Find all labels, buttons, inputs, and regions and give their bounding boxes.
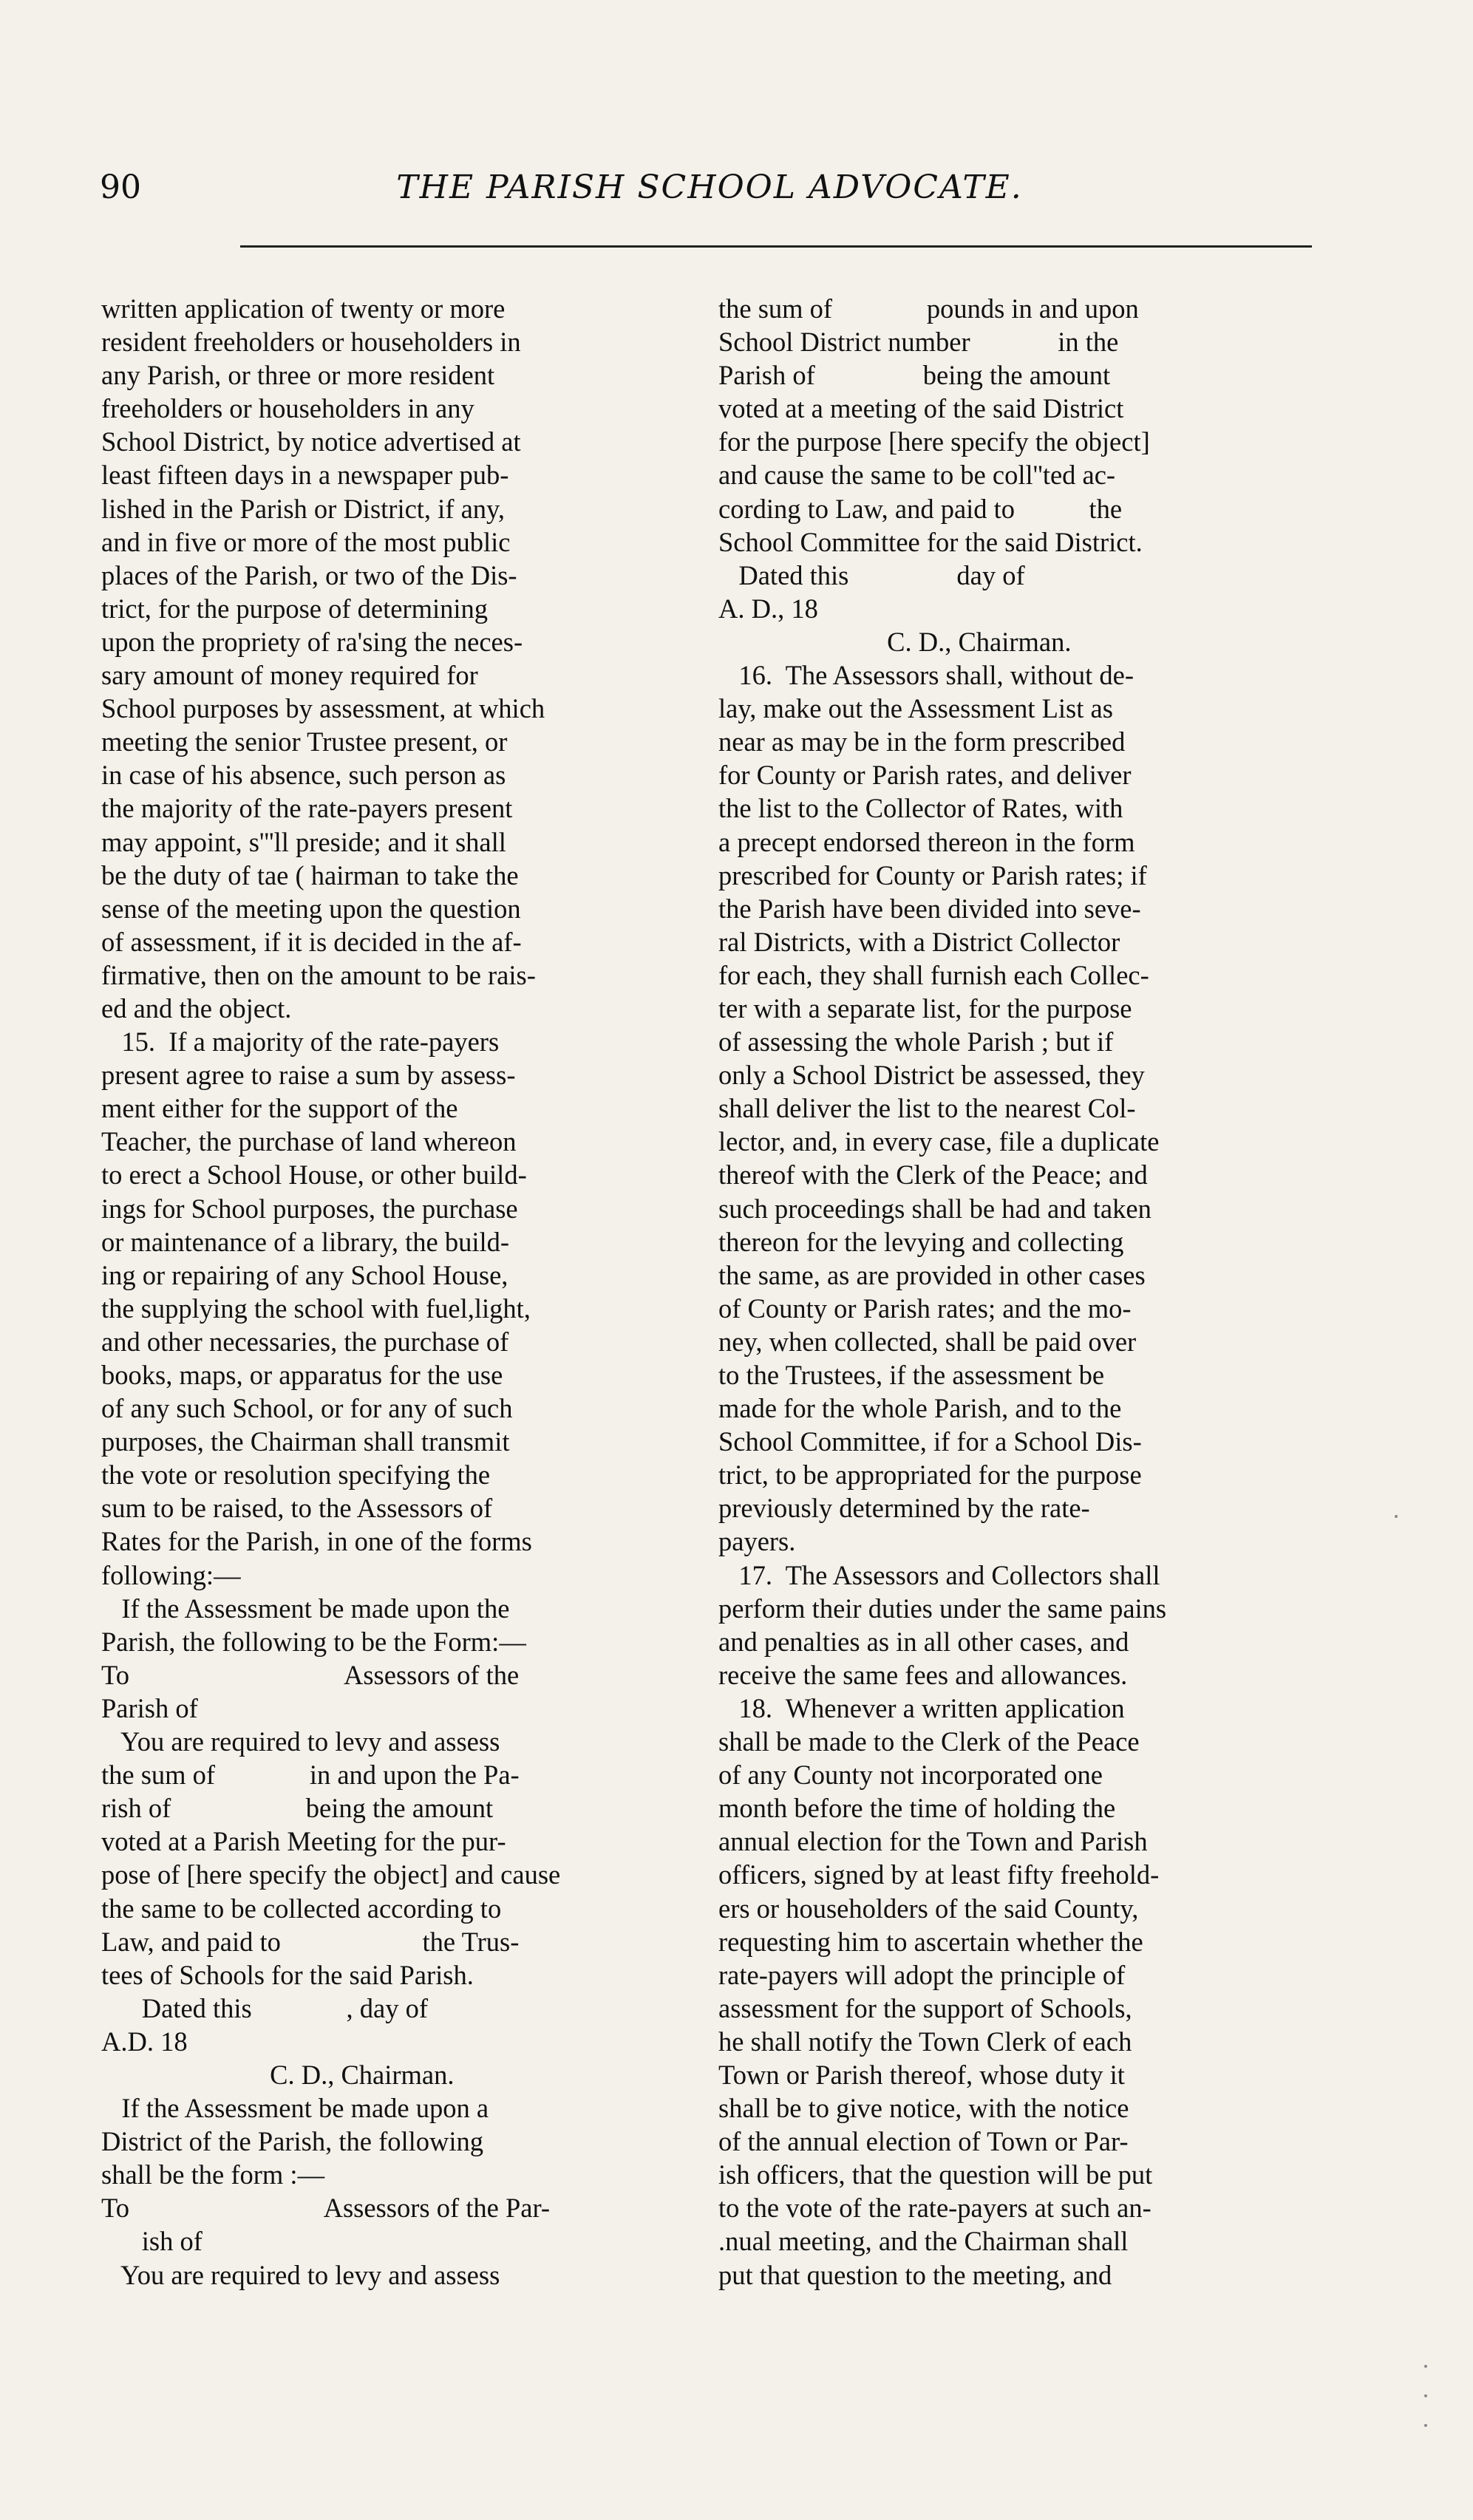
text-line: the vote or resolution specifying the: [101, 1460, 491, 1491]
text-line: Dated this day of: [718, 559, 1025, 590]
text-line: voted at a Parish Meeting for the pur-: [101, 1826, 506, 1857]
text-line: ing or repairing of any School House,: [101, 1259, 508, 1290]
text-line: resident freeholders or householders in: [101, 327, 521, 358]
text-line: You are required to levy and assess: [101, 1726, 500, 1757]
text-line: made for the whole Parish, and to the: [718, 1393, 1122, 1424]
right-column: [718, 292, 1328, 2292]
text-line: following:—: [101, 1559, 241, 1590]
text-line: previously determined by the rate-: [718, 1493, 1090, 1524]
header-rule: [240, 245, 1312, 248]
text-line: A. D., 18: [718, 593, 818, 624]
text-line: rate-payers will adopt the principle of: [718, 1959, 1126, 1990]
text-line: 18. Whenever a written application: [718, 1692, 1125, 1723]
text-line: School District number in the: [718, 327, 1119, 358]
text-line: ed and the object.: [101, 992, 292, 1024]
text-line: lay, make out the Assessment List as: [718, 693, 1113, 724]
text-line: School Committee, if for a School Dis-: [718, 1426, 1142, 1457]
text-line: and in five or more of the most public: [101, 526, 511, 557]
text-line: District of the Parish, the following: [101, 2126, 484, 2157]
text-line: ish of: [101, 2226, 203, 2257]
text-line: To Assessors of the Par-: [101, 2193, 551, 2224]
text-line: of assessing the whole Parish ; but if: [718, 1026, 1114, 1058]
text-line: Town or Parish thereof, whose duty it: [718, 2059, 1125, 2090]
text-line: Law, and paid to the Trus-: [101, 1926, 520, 1957]
text-line: ter with a separate list, for the purpose: [718, 992, 1132, 1024]
text-line: shall be the form :—: [101, 2159, 325, 2190]
text-line: ment either for the support of the: [101, 1093, 458, 1124]
text-line: and cause the same to be coll''ted ac-: [718, 460, 1116, 491]
text-line: the supplying the school with fuel,light,: [101, 1293, 531, 1324]
speck: [1424, 2394, 1427, 2397]
text-line: of any such School, or for any of such: [101, 1393, 513, 1424]
text-line: perform their duties under the same pains: [718, 1593, 1167, 1624]
text-line: ney, when collected, shall be paid over: [718, 1326, 1137, 1357]
running-title: THE PARISH SCHOOL ADVOCATE.: [396, 168, 1023, 206]
text-line: or maintenance of a library, the build-: [101, 1226, 510, 1257]
text-line: present agree to raise a sum by assess-: [101, 1060, 516, 1091]
text-line: tees of Schools for the said Parish.: [101, 1959, 474, 1990]
text-line: prescribed for County or Parish rates; if: [718, 859, 1147, 890]
text-line: written application of twenty or more: [101, 293, 506, 324]
text-line: ish officers, that the question will be put: [718, 2159, 1153, 2190]
text-line: shall be made to the Clerk of the Peace: [718, 1726, 1140, 1757]
text-line: sum to be raised, to the Assessors of: [101, 1493, 493, 1524]
text-line: voted at a meeting of the said District: [718, 393, 1124, 424]
text-line: If the Assessment be made upon a: [101, 2093, 489, 2124]
text-line: places of the Parish, or two of the Dis-: [101, 559, 517, 590]
speck: [1395, 1515, 1398, 1518]
text-line: School Committee for the said District.: [718, 526, 1143, 557]
text-line: thereof with the Clerk of the Peace; and: [718, 1159, 1148, 1191]
text-line: Rates for the Parish, in one of the forms: [101, 1526, 532, 1557]
text-line: the same, as are provided in other cases: [718, 1259, 1146, 1290]
text-line: a precept endorsed thereon in the form: [718, 826, 1135, 857]
text-line: upon the propriety of ra'sing the neces-: [101, 626, 523, 657]
margin-specks: [1424, 1515, 1429, 2476]
text-line: any Parish, or three or more resident: [101, 360, 495, 391]
text-line: firmative, then on the amount to be rais-: [101, 959, 536, 990]
text-line: .nual meeting, and the Chairman shall: [718, 2226, 1129, 2257]
text-line: of County or Parish rates; and the mo-: [718, 1293, 1132, 1324]
page-header: [100, 164, 1319, 216]
text-line: officers, signed by at least fifty freehold-: [718, 1859, 1160, 1890]
text-line: to erect a School House, or other build-: [101, 1159, 527, 1191]
text-line: trict, to be appropriated for the purpose: [718, 1460, 1142, 1491]
text-line: the list to the Collector of Rates, with: [718, 793, 1123, 824]
text-line: put that question to the meeting, and: [718, 2259, 1112, 2290]
text-line: may appoint, s'''ll preside; and it shall: [101, 826, 506, 857]
speck: [1424, 2424, 1427, 2427]
text-line: rish of being the amount: [101, 1793, 494, 1824]
text-line: ings for School purposes, the purchase: [101, 1193, 518, 1224]
text-line: in case of his absence, such person as: [101, 760, 506, 791]
text-line: ral Districts, with a District Collector: [718, 926, 1120, 957]
text-line: pose of [here specify the object] and cause: [101, 1859, 561, 1890]
text-line: trict, for the purpose of determining: [101, 593, 489, 624]
text-line: receive the same fees and allowances.: [718, 1659, 1128, 1690]
text-line: for County or Parish rates, and deliver: [718, 760, 1132, 791]
text-line: of any County not incorporated one: [718, 1760, 1103, 1791]
text-line: 16. The Assessors shall, without de-: [718, 660, 1134, 691]
left-column: [101, 292, 711, 2292]
text-line: for each, they shall furnish each Collec-: [718, 959, 1149, 990]
text-line: You are required to levy and assess: [101, 2259, 500, 2290]
text-line: C. D., Chairman.: [718, 626, 1072, 657]
text-line: the sum of in and upon the Pa-: [101, 1760, 520, 1791]
text-line: assessment for the support of Schools,: [718, 1992, 1132, 2023]
text-line: he shall notify the Town Clerk of each: [718, 2026, 1132, 2057]
text-line: of the annual election of Town or Par-: [718, 2126, 1129, 2157]
text-line: 15. If a majority of the rate-payers: [101, 1026, 500, 1058]
text-line: meeting the senior Trustee present, or: [101, 726, 508, 757]
text-line: ers or householders of the said County,: [718, 1893, 1139, 1924]
text-line: shall be to give notice, with the notice: [718, 2093, 1129, 2124]
text-line: Dated this , day of: [101, 1992, 428, 2023]
text-line: 17. The Assessors and Collectors shall: [718, 1559, 1160, 1590]
text-line: books, maps, or apparatus for the use: [101, 1360, 503, 1390]
text-line: be the duty of tae ( hairman to take the: [101, 859, 519, 890]
text-line: and penalties as in all other cases, and: [718, 1626, 1129, 1657]
text-line: to the vote of the rate-payers at such an-: [718, 2193, 1151, 2224]
text-line: requesting him to ascertain whether the: [718, 1926, 1143, 1957]
text-line: payers.: [718, 1526, 796, 1557]
text-line: sary amount of money required for: [101, 660, 478, 691]
text-line: the majority of the rate-payers present: [101, 793, 513, 824]
text-line: the Parish have been divided into seve-: [718, 893, 1141, 924]
text-line: for the purpose [here specify the object]: [718, 426, 1150, 457]
page-number: 90: [100, 168, 141, 206]
text-line: Parish, the following to be the Form:—: [101, 1626, 526, 1657]
text-line: School purposes by assessment, at which: [101, 693, 545, 724]
text-line: near as may be in the form prescribed: [718, 726, 1126, 757]
text-line: annual election for the Town and Parish: [718, 1826, 1148, 1857]
text-line: least fifteen days in a newspaper pub-: [101, 460, 509, 491]
text-line: Parish of: [101, 1692, 198, 1723]
text-line: A.D. 18: [101, 2026, 188, 2057]
text-line: School District, by notice advertised at: [101, 426, 521, 457]
text-line: of assessment, if it is decided in the af-: [101, 926, 522, 957]
text-line: only a School District be assessed, they: [718, 1060, 1145, 1091]
text-line: Teacher, the purchase of land whereon: [101, 1126, 517, 1157]
text-line: such proceedings shall be had and taken: [718, 1193, 1151, 1224]
text-line: cording to Law, and paid to the: [718, 493, 1123, 524]
text-line: sense of the meeting upon the question: [101, 893, 521, 924]
text-line: to the Trustees, if the assessment be: [718, 1360, 1105, 1390]
text-line: Parish of being the amount: [718, 360, 1111, 391]
text-line: purposes, the Chairman shall transmit: [101, 1426, 510, 1457]
speck: [1424, 2365, 1427, 2368]
text-line: thereon for the levying and collecting: [718, 1226, 1124, 1257]
text-line: the same to be collected according to: [101, 1893, 502, 1924]
text-line: lector, and, in every case, file a duplicate: [718, 1126, 1160, 1157]
text-line: If the Assessment be made upon the: [101, 1593, 510, 1624]
text-line: To Assessors of the: [101, 1659, 520, 1690]
text-line: lished in the Parish or District, if any,: [101, 493, 506, 524]
text-line: shall deliver the list to the nearest Col-: [718, 1093, 1136, 1124]
text-line: month before the time of holding the: [718, 1793, 1116, 1824]
text-line: C. D., Chairman.: [101, 2059, 455, 2090]
text-line: the sum of pounds in and upon: [718, 293, 1139, 324]
text-line: and other necessaries, the purchase of: [101, 1326, 509, 1357]
text-line: freeholders or householders in any: [101, 393, 474, 424]
